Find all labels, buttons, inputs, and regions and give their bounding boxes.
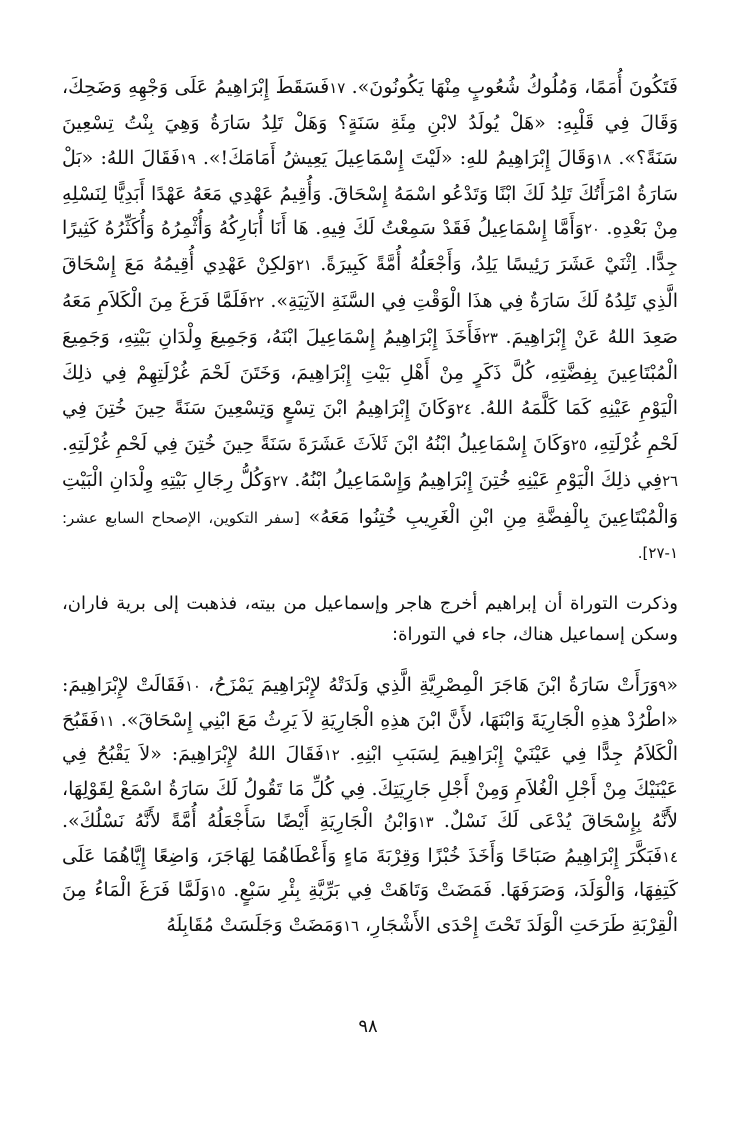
verse-number: ١٦: [343, 917, 359, 935]
verse-text: وَأَمَّا إِسْمَاعِيلُ فَقَدْ سَمِعْتُ لَكَ فِيهِ. هَا أَنَا أُبَارِكُهُ وَأُثْمِرُهُ وَأُكَثِّرُهُ كَثِيرًا جِدًّا. اِثْنَيْ عَشَرَ رَئِيسًا يَلِدُ، وَأَجْعَلُهُ أُمَّةً كَبِيرَةً.: [62, 217, 678, 276]
verse-text: فَأَخَذَ إِبْرَاهِيمُ إِسْمَاعِيلَ ابْنَهُ، وَجَمِيعَ وِلْدَانِ بَيْتِهِ، وَجَمِيعَ الْمُبْتَاعِينَ بِفِضَّتِهِ، كُلَّ ذَكَرٍ مِنْ أَهْلِ بَيْتِ إِبْرَاهِيمَ، وَخَتَنَ لَحْمَ غُرْلَتِهِمْ فِي ذلِكَ الْيَوْمِ عَيْنِهِ كَمَا كَلَّمَهُ اللهُ.: [62, 326, 678, 419]
verse-number: ٢٣: [481, 330, 498, 348]
quote-genesis-21: [62, 669, 678, 943]
verse-number: ١٥: [209, 883, 226, 901]
verse-number: ٢٦: [662, 473, 678, 491]
verse-number: ١٨: [595, 150, 612, 168]
page: [62, 70, 678, 1070]
verse-number: ٩: [658, 678, 667, 696]
verse-number: ١١: [98, 712, 115, 730]
verse-text: وَكُلُّ رِجَالِ بَيْتِهِ وِلْدَانِ الْبَيْتِ وَالْمُبْتَاعِينَ بِالْفِضَّةِ مِنِ ابْنِ الْغَرِيبِ خُتِنُوا مَعَهُ»: [62, 469, 678, 528]
verse-text: فَقَالَ اللهُ: «بَلْ سَارَةُ امْرَأَتُكَ تَلِدُ لَكَ ابْنًا وَتَدْعُو اسْمَهُ إِسْحَاقَ. وَأُقِيمُ عَهْدِي مَعَهُ عَهْدًا أَبَدِيًّا لِنَسْلِهِ مِنْ بَعْدِهِ.: [62, 146, 678, 240]
verse-text: وَكَانَ إِبْرَاهِيمُ ابْنَ تِسْعٍ وَتِسْعِينَ سَنَةً حِينَ خُتِنَ فِي لَحْمِ غُرْلَتِهِ،: [62, 396, 678, 455]
verse-text: وَلَمَّا فَرَغَ الْمَاءُ مِنَ الْقِرْبَةِ طَرَحَتِ الْوَلَدَ تَحْتَ إِحْدَى الأَشْجَارِ،: [62, 879, 678, 936]
verse-number: ١٣: [417, 814, 434, 832]
verse-text: فَتَكُونَ أُمَمًا، وَمُلُوكُ شُعُوبٍ مِنْهَا يَكُونُونَ».: [345, 76, 678, 98]
quote-genesis-17: [62, 70, 678, 570]
verse-number: ٢٢: [248, 293, 265, 311]
verse-number: ٢١: [295, 257, 312, 275]
verse-number: ٢٤: [455, 400, 472, 418]
source-reference: [سفر التكوين، الإصحاح السابع عشر: ١-٢٧].: [62, 508, 678, 562]
verse-text: فَبَكَّرَ إِبْرَاهِيمُ صَبَاحًا وَأَخَذَ خُبْزًا وَقِرْبَةَ مَاءٍ وَأَعْطَاهُمَا لِهَاجَرَ، وَاضِعًا إِيَّاهُمَا عَلَى كَتِفِهَا، وَالْوَلَدَ، وَصَرَفَهَا. فَمَضَتْ وَتَاهَتْ فِي بَرِّيَّةِ بِئْرِ سَبْعٍ.: [62, 844, 678, 902]
verse-number: ١٩: [179, 150, 196, 168]
verse-text: وَرَأَتْ سَارَةُ ابْنَ هَاجَرَ الْمِصْرِيَّةِ الَّذِي وَلَدَتْهُ لإِبْرَاهِيمَ يَمْزَحُ،: [200, 674, 659, 697]
verse-text: «: [666, 674, 678, 697]
verse-text: فَلَمَّا فَرَغَ مِنَ الْكَلاَمِ مَعَهُ صَعِدَ اللهُ عَنْ إِبْرَاهِيمَ.: [62, 289, 678, 349]
verse-text: فَسَقَطَ إِبْرَاهِيمُ عَلَى وَجْهِهِ وَضَحِكَ، وَقَالَ فِي قَلْبِهِ: «هَلْ يُولَدُ لابْنِ مِئَةِ سَنَةٍ؟ وَهَلْ تَلِدُ سَارَةُ وَهِيَ بِنْتُ تِسْعِينَ سَنَةً؟».: [62, 76, 678, 169]
verse-text: فِي ذلِكَ الْيَوْمِ عَيْنِهِ خُتِنَ إِبْرَاهِيمُ وَإِسْمَاعِيلُ ابْنُهُ.: [288, 469, 663, 492]
verse-number: ١٧: [329, 80, 346, 97]
verse-text: وَقَالَ إِبْرَاهِيمُ للهِ: «لَيْتَ إِسْمَاعِيلَ يَعِيشُ أَمَامَكَ!».: [195, 146, 596, 169]
verse-number: ٢٥: [570, 436, 587, 454]
verse-text: فَقَالَتْ لإِبْرَاهِيمَ: «اطْرُدْ هذِهِ الْجَارِيَةَ وَابْنَهَا، لأَنَّ ابْنَ هذِهِ الْجَارِيَةِ لاَ يَرِثُ مَعَ ابْنِي إِسْحَاقَ».: [62, 674, 678, 731]
verse-number: ١٤: [662, 848, 678, 866]
verse-text: فَقَبُحَ الْكَلاَمُ جِدًّا فِي عَيْنَيْ إِبْرَاهِيمَ لِسَبَبِ ابْنِهِ.: [62, 708, 678, 766]
verse-number: ١٢: [323, 747, 340, 765]
verse-text: وَابْنُ الْجَارِيَةِ أَيْضًا سَأَجْعَلُهُ أُمَّةً لأَنَّهُ نَسْلُكَ».: [62, 810, 418, 833]
verse-text: فَقَالَ اللهُ لإِبْرَاهِيمَ: «لاَ يَقْبُحُ فِي عَيْنَيْكَ مِنْ أَجْلِ الْغُلاَمِ وَمِنْ أَجْلِ جَارِيَتِكَ. فِي كُلِّ مَا تَقُولُ لَكَ سَارَةُ اسْمَعْ لِقَوْلِهَا، لأَنَّهُ بِإِسْحَاقَ يُدْعَى لَكَ نَسْلٌ.: [62, 743, 678, 833]
verse-text: وَكَانَ إِسْمَاعِيلُ ابْنُهُ ابْنَ ثَلاَثَ عَشَرَةَ سَنَةً حِينَ خُتِنَ فِي لَحْمِ غُرْلَتِهِ.: [62, 432, 571, 455]
page-number: ٩٨: [358, 1016, 378, 1037]
verse-number: ١٠: [184, 678, 201, 696]
verse-text: وَلكِنْ عَهْدِي أُقِيمُهُ مَعَ إِسْحَاقَ الَّذِي تَلِدُهُ لَكَ سَارَةُ فِي هذَا الْوَقْتِ فِي السَّنَةِ الآتِيَةِ».: [62, 253, 678, 312]
narrative-paragraph: وذكرت التوراة أن إبراهيم أخرج هاجر وإسماعيل من بيته، فذهبت إلى برية فاران، وسكن إسماعيل هناك، جاء في التوراة:: [62, 593, 678, 646]
verse-number: ٢٠: [583, 221, 600, 239]
verse-number: ٢٧: [272, 473, 289, 491]
verse-text: وَمَضَتْ وَجَلَسَتْ مُقَابِلَهُ: [166, 913, 344, 936]
